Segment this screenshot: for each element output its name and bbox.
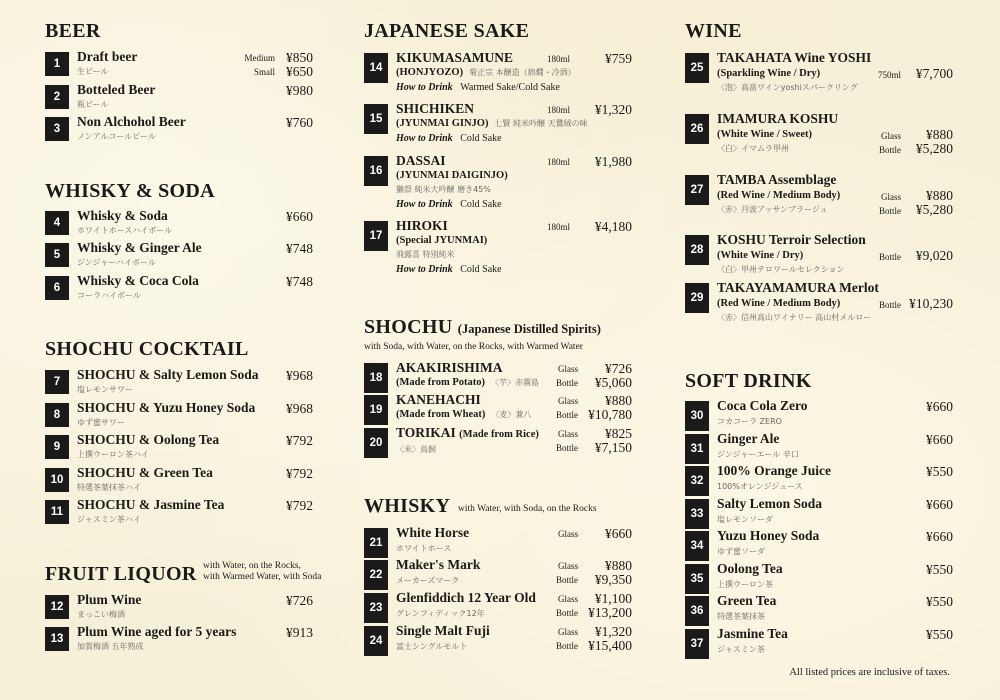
item-number: 16 (364, 156, 388, 186)
section-note: with Soda, with Water, on the Rocks, with Warmed Water (364, 342, 583, 352)
item-price: ¥825 (605, 426, 632, 441)
item-jp-name: 菊正宗 本醸造（熱燗・冷酒） (469, 68, 576, 77)
size-label: Glass (558, 429, 578, 439)
item-name: Maker's Mark (396, 557, 481, 572)
item-number: 35 (685, 564, 709, 594)
item-jp-name: ホワイトホース (396, 544, 452, 553)
section-title-fruit-liquor: FRUIT LIQUOR (45, 563, 197, 585)
item-price: ¥792 (286, 498, 313, 513)
soft-drink-section (685, 370, 953, 392)
item-price: ¥759 (605, 51, 632, 66)
section-title-whisky-soda: WHISKY & SODA (45, 180, 215, 202)
item-jp-name: 獺祭 純米大吟醸 磨き45% (396, 185, 491, 194)
section-title-whisky: WHISKY (364, 495, 451, 517)
item-subtitle: (JYUNMAI DAIGINJO) (396, 170, 508, 181)
item-price: ¥913 (286, 625, 313, 640)
size-label: Bottle (556, 443, 578, 453)
item-jp-name: 〈米〉鳥飼 (396, 445, 436, 454)
item-name: Botteled Beer (77, 82, 156, 97)
size-label: 750ml (877, 70, 901, 80)
size-label: Glass (558, 627, 578, 637)
item-jp-name: 特選茶葉抹茶ハイ (77, 483, 141, 492)
item-name: Glenfiddich 12 Year Old (396, 590, 536, 605)
item-price: ¥660 (926, 432, 953, 447)
section-title-wine: WINE (685, 20, 742, 42)
item-price: ¥968 (286, 401, 313, 416)
item-jp-name: 〈白〉甲州テロワールセレクション (717, 265, 845, 274)
item-price: ¥880 (605, 558, 632, 573)
item-price: ¥660 (926, 399, 953, 414)
item-price: ¥968 (286, 368, 313, 383)
item-jp-name: ジャスミン茶 (717, 645, 765, 654)
how-to-drink: How to Drink Cold Sake (396, 199, 502, 210)
whisky-section (364, 495, 632, 517)
item-name: Green Tea (717, 593, 777, 608)
item-jp-name: 富士シングルモルト (396, 642, 468, 651)
size-label: Small (253, 67, 275, 77)
shochu-cocktail-section (45, 338, 313, 360)
size-label: Bottle (879, 300, 901, 310)
section-title-shochu: SHOCHU (Japanese Distilled Spirits) (364, 316, 601, 338)
size-label: Bottle (879, 206, 901, 216)
item-price: ¥1,980 (594, 154, 632, 169)
item-price: ¥760 (286, 115, 313, 130)
item-subtitle: (HONJYOZO) 菊正宗 本醸造（熱燗・冷酒） (396, 67, 576, 78)
item-name: White Horse (396, 525, 470, 540)
item-price: ¥550 (926, 627, 953, 642)
item-number: 23 (364, 593, 388, 623)
item-number: 11 (45, 500, 69, 524)
section-note: with Water, with Soda, on the Rocks (458, 504, 597, 514)
item-name: 100% Orange Juice (717, 463, 831, 478)
item-jp-name: 〈赤〉丹波アッサンブラージュ (717, 205, 828, 214)
shochu-section (364, 316, 632, 353)
item-jp-name: グレンフィディック12年 (396, 609, 485, 618)
item-name: Ginger Ale (717, 431, 780, 446)
item-number: 36 (685, 596, 709, 626)
item-jp-name: 特選茶葉抹茶 (717, 612, 765, 621)
item-number: 37 (685, 629, 709, 659)
item-price: ¥5,280 (915, 202, 953, 217)
item-name: KOSHU Terroir Selection (717, 232, 866, 247)
item-price: ¥880 (926, 188, 953, 203)
item-number: 18 (364, 363, 388, 393)
item-number: 17 (364, 221, 388, 251)
item-name: SHICHIKEN (396, 101, 475, 116)
item-jp-name: ゆず蜜ソーダ (717, 547, 765, 556)
item-number: 29 (685, 283, 709, 313)
item-number: 31 (685, 434, 709, 464)
item-number: 13 (45, 627, 69, 651)
size-label: 180ml (546, 105, 570, 115)
size-label: Bottle (556, 575, 578, 585)
item-subtitle: (JYUNMAI GINJO) 七賢 純米吟醸 天鵞絨の味 (396, 118, 588, 129)
item-name: Jasmine Tea (717, 626, 788, 641)
item-number: 19 (364, 395, 388, 425)
item-jp-name: 加賀梅酒 五年熟成 (77, 642, 144, 651)
item-number: 2 (45, 85, 69, 109)
item-subtitle: (Made from Wheat) 〈麦〉兼八 (396, 409, 532, 420)
item-price: ¥10,780 (588, 407, 632, 422)
item-price: ¥792 (286, 466, 313, 481)
size-label: Bottle (879, 252, 901, 262)
item-number: 27 (685, 175, 709, 205)
item-jp-name: 〈麦〉兼八 (491, 410, 532, 419)
item-price: ¥792 (286, 433, 313, 448)
item-number: 30 (685, 401, 709, 431)
item-jp-name: 上撰ウーロン茶 (717, 580, 773, 589)
item-jp-name: 〈白〉イマムラ甲州 (717, 144, 789, 153)
size-label: 180ml (546, 222, 570, 232)
item-number: 8 (45, 403, 69, 427)
item-price: ¥5,280 (915, 141, 953, 156)
item-number: 22 (364, 560, 388, 590)
item-number: 33 (685, 499, 709, 529)
size-label: Bottle (556, 608, 578, 618)
item-price: ¥7,700 (915, 66, 953, 81)
item-jp-name: 七賢 純米吟醸 天鵞絨の味 (494, 119, 588, 128)
item-price: ¥650 (286, 64, 313, 79)
item-name: SHOCHU & Salty Lemon Soda (77, 367, 259, 382)
item-jp-name: コーラハイボール (77, 291, 141, 300)
item-number: 26 (685, 114, 709, 144)
item-name: Whisky & Ginger Ale (77, 240, 202, 255)
item-number: 3 (45, 117, 69, 141)
item-subtitle: (White Wine / Sweet) (717, 129, 812, 140)
item-number: 24 (364, 626, 388, 656)
item-price: ¥9,020 (915, 248, 953, 263)
item-name: Draft beer (77, 49, 138, 64)
size-label: 180ml (546, 157, 570, 167)
size-label: Glass (558, 396, 578, 406)
size-label: Glass (558, 529, 578, 539)
section-title-soft-drink: SOFT DRINK (685, 370, 812, 392)
size-label: 180ml (546, 54, 570, 64)
item-number: 14 (364, 53, 388, 83)
size-label: Bottle (556, 641, 578, 651)
item-name: AKAKIRISHIMA (396, 360, 503, 375)
item-price: ¥9,350 (594, 572, 632, 587)
item-number: 25 (685, 53, 709, 83)
item-price: ¥10,230 (909, 296, 953, 311)
item-jp-name: ジャスミン茶ハイ (77, 515, 141, 524)
size-label: Glass (558, 561, 578, 571)
item-price: ¥748 (286, 241, 313, 256)
size-label: Glass (558, 594, 578, 604)
item-price: ¥550 (926, 562, 953, 577)
section-note: with Water, on the Rocks, (203, 561, 301, 571)
item-subtitle: (Red Wine / Medium Body) (717, 298, 841, 309)
item-price: ¥1,100 (594, 591, 632, 606)
item-subtitle: (Made from Potato) 〈芋〉赤霧島 (396, 377, 540, 388)
item-subtitle: (Red Wine / Medium Body) (717, 190, 841, 201)
item-price: ¥660 (605, 526, 632, 541)
size-label: Medium (244, 53, 275, 63)
item-price: ¥726 (605, 361, 632, 376)
item-subtitle: (Sparkling Wine / Dry) (717, 68, 821, 79)
item-jp-name: ノンアルコールビール (77, 132, 156, 141)
how-to-drink: How to Drink Warmed Sake/Cold Sake (396, 82, 560, 93)
size-label: Glass (558, 364, 578, 374)
item-number: 5 (45, 243, 69, 267)
how-to-drink: How to Drink Cold Sake (396, 264, 502, 275)
item-jp-name: ジンジャーハイボール (77, 258, 156, 267)
item-price: ¥726 (286, 593, 313, 608)
item-subtitle: (White Wine / Dry) (717, 250, 804, 261)
item-number: 4 (45, 211, 69, 235)
section-note: with Warmed Water, with Soda (203, 572, 322, 582)
size-label: Bottle (556, 410, 578, 420)
whisky-soda-section (45, 180, 313, 202)
item-price: ¥980 (286, 83, 313, 98)
item-name: SHOCHU & Oolong Tea (77, 432, 220, 447)
item-jp-name: 塩レモンソーダ (717, 515, 773, 524)
item-price: ¥660 (926, 529, 953, 544)
item-jp-name: 瓶ビール (77, 100, 109, 109)
item-number: 21 (364, 528, 388, 558)
item-number: 28 (685, 235, 709, 265)
item-jp-name: 100%オレンジジュース (717, 482, 803, 491)
item-number: 12 (45, 595, 69, 619)
wine-section (685, 20, 953, 42)
item-name: Plum Wine aged for 5 years (77, 624, 237, 639)
item-name: TORIKAI (Made from Rice) (396, 425, 539, 440)
item-price: ¥7,150 (594, 440, 632, 455)
beer-section (45, 20, 313, 42)
how-to-drink: How to Drink Cold Sake (396, 133, 502, 144)
item-jp-name: ジンジャーエール 辛口 (717, 450, 799, 459)
item-number: 34 (685, 531, 709, 561)
size-label: Glass (881, 131, 901, 141)
item-number: 32 (685, 466, 709, 496)
item-name: Non Alchohol Beer (77, 114, 186, 129)
item-price: ¥5,060 (594, 375, 632, 390)
item-price: ¥4,180 (594, 219, 632, 234)
item-number: 15 (364, 104, 388, 134)
item-price: ¥550 (926, 594, 953, 609)
item-number: 7 (45, 370, 69, 394)
item-jp-name: ゆず蜜サワー (77, 418, 125, 427)
item-jp-name: 〈赤〉信州高山ワイナリー 高山村メルロー (717, 313, 872, 322)
item-jp-name: 生ビール (77, 67, 109, 76)
size-label: Bottle (879, 145, 901, 155)
size-label: Glass (881, 192, 901, 202)
item-name: KIKUMASAMUNE (396, 50, 513, 65)
item-name: TAKAHATA Wine YOSHI (717, 50, 872, 65)
item-name: IMAMURA KOSHU (717, 111, 839, 126)
item-price: ¥13,200 (588, 605, 632, 620)
item-jp-name: 塩レモンサワー (77, 385, 133, 394)
item-number: 1 (45, 52, 69, 76)
item-price: ¥660 (286, 209, 313, 224)
item-name: Yuzu Honey Soda (717, 528, 820, 543)
item-jp-name: 〈芋〉赤霧島 (491, 378, 540, 387)
item-price: ¥1,320 (594, 624, 632, 639)
item-name: SHOCHU & Yuzu Honey Soda (77, 400, 256, 415)
item-price: ¥550 (926, 464, 953, 479)
section-title-sake: JAPANESE SAKE (364, 20, 530, 42)
item-name: Oolong Tea (717, 561, 783, 576)
size-label: Bottle (556, 378, 578, 388)
item-price: ¥850 (286, 50, 313, 65)
item-jp-name: 上撰ウーロン茶ハイ (77, 450, 149, 459)
item-name: TAKAYAMAMURA Merlot (717, 280, 879, 295)
item-name: Coca Cola Zero (717, 398, 808, 413)
item-jp-name: 飛露喜 特別純米 (396, 250, 455, 259)
tax-note: All listed prices are inclusive of taxes. (789, 667, 950, 678)
item-name: DASSAI (396, 153, 446, 168)
section-title-shochu-cocktail: SHOCHU COCKTAIL (45, 338, 249, 360)
item-jp-name: 〈泡〉高畠ワインyoshiスパークリング (717, 83, 858, 92)
item-jp-name: ホワイトホースハイボール (77, 226, 173, 235)
item-name: Plum Wine (77, 592, 142, 607)
item-number: 6 (45, 276, 69, 300)
item-price: ¥748 (286, 274, 313, 289)
item-price: ¥880 (926, 127, 953, 142)
item-name: Single Malt Fuji (396, 623, 490, 638)
item-jp-name: まっこい梅酒 (77, 610, 125, 619)
item-price: ¥1,320 (594, 102, 632, 117)
item-name: Whisky & Soda (77, 208, 168, 223)
item-jp-name: コカコーラ ZERO (717, 417, 782, 426)
item-name: TAMBA Assemblage (717, 172, 837, 187)
item-price: ¥880 (605, 393, 632, 408)
section-title-beer: BEER (45, 20, 101, 42)
item-number: 20 (364, 428, 388, 458)
item-name: HIROKI (396, 218, 448, 233)
item-name: Whisky & Coca Cola (77, 273, 199, 288)
fruit-liquor-section (45, 561, 322, 585)
item-number: 10 (45, 468, 69, 492)
item-subtitle: (Special JYUNMAI) (396, 235, 488, 246)
item-name: SHOCHU & Jasmine Tea (77, 497, 225, 512)
item-name: Salty Lemon Soda (717, 496, 823, 511)
item-name: KANEHACHI (396, 392, 481, 407)
item-price: ¥660 (926, 497, 953, 512)
item-jp-name: メーカーズマーク (396, 576, 460, 585)
sake-section (364, 20, 632, 42)
item-number: 9 (45, 435, 69, 459)
item-price: ¥15,400 (588, 638, 632, 653)
item-name: SHOCHU & Green Tea (77, 465, 213, 480)
